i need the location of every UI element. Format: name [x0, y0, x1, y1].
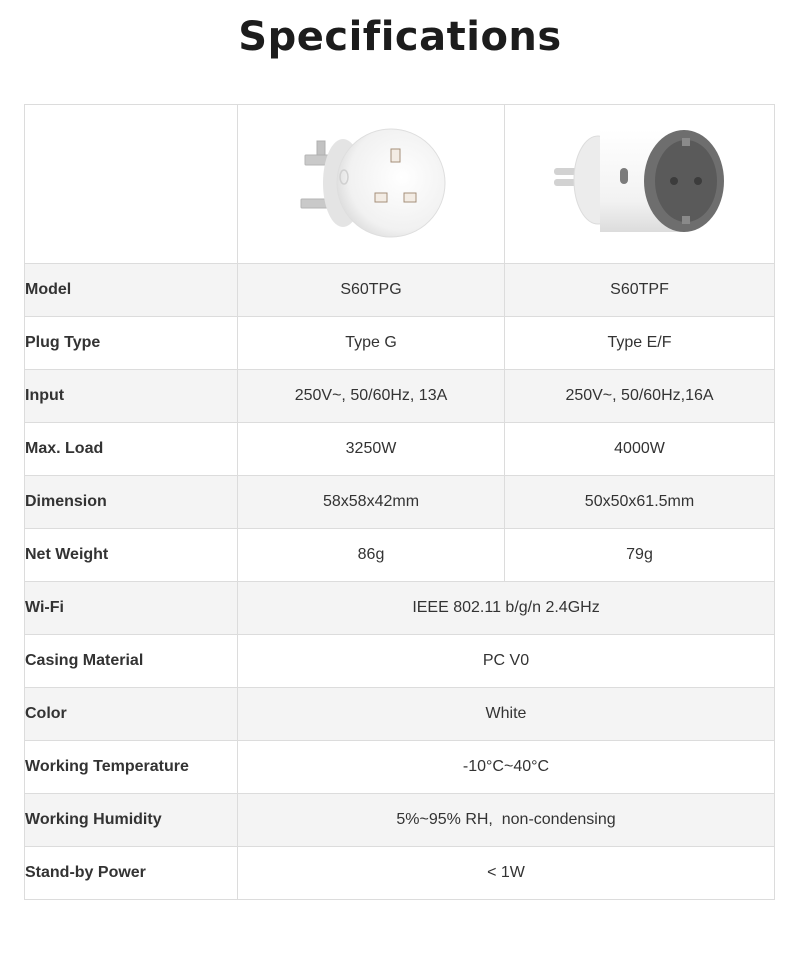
specifications-table [24, 104, 775, 900]
spec-row-plug-type [25, 317, 775, 370]
spec-row-working-humidity [25, 794, 775, 847]
spec-row-input [25, 370, 775, 423]
spec-row-model [25, 264, 775, 317]
spec-label: Working Temperature [25, 741, 238, 794]
spec-value-shared: -10°C~40°C [238, 741, 775, 794]
spec-label: Plug Type [25, 317, 238, 370]
spec-value-uk: Type G [238, 317, 505, 370]
spec-label: Net Weight [25, 529, 238, 582]
spec-label: Color [25, 688, 238, 741]
spec-value-uk: 58x58x42mm [238, 476, 505, 529]
empty-header-cell [25, 105, 238, 264]
spec-value-uk: 86g [238, 529, 505, 582]
spec-label: Max. Load [25, 423, 238, 476]
eu-type-ef-smart-plug-image [550, 124, 730, 244]
spec-value-shared: White [238, 688, 775, 741]
spec-value-eu: 50x50x61.5mm [505, 476, 775, 529]
spec-label: Wi-Fi [25, 582, 238, 635]
spec-row-max-load [25, 423, 775, 476]
spec-row-working-temperature [25, 741, 775, 794]
spec-row-standby-power [25, 847, 775, 900]
spec-value-shared: PC V0 [238, 635, 775, 688]
spec-value-uk: S60TPG [238, 264, 505, 317]
spec-value-eu: 79g [505, 529, 775, 582]
spec-value-uk: 250V~, 50/60Hz, 13A [238, 370, 505, 423]
spec-value-eu: 250V~, 50/60Hz,16A [505, 370, 775, 423]
spec-row-dimension [25, 476, 775, 529]
spec-label: Model [25, 264, 238, 317]
spec-label: Working Humidity [25, 794, 238, 847]
spec-label: Casing Material [25, 635, 238, 688]
spec-value-shared: 5%~95% RH, non-condensing [238, 794, 775, 847]
spec-label: Stand-by Power [25, 847, 238, 900]
uk-type-g-smart-plug-image [291, 119, 451, 249]
spec-row-wifi [25, 582, 775, 635]
spec-label: Input [25, 370, 238, 423]
spec-row-casing-material [25, 635, 775, 688]
spec-value-uk: 3250W [238, 423, 505, 476]
spec-value-eu: Type E/F [505, 317, 775, 370]
product-image-cell-eu [505, 105, 775, 264]
product-image-row [25, 105, 775, 264]
spec-row-net-weight [25, 529, 775, 582]
product-image-cell-uk [238, 105, 505, 264]
spec-row-color [25, 688, 775, 741]
spec-value-eu: S60TPF [505, 264, 775, 317]
spec-value-shared: IEEE 802.11 b/g/n 2.4GHz [238, 582, 775, 635]
spec-value-eu: 4000W [505, 423, 775, 476]
spec-label: Dimension [25, 476, 238, 529]
spec-value-shared: < 1W [238, 847, 775, 900]
page-title: Specifications [238, 14, 562, 60]
